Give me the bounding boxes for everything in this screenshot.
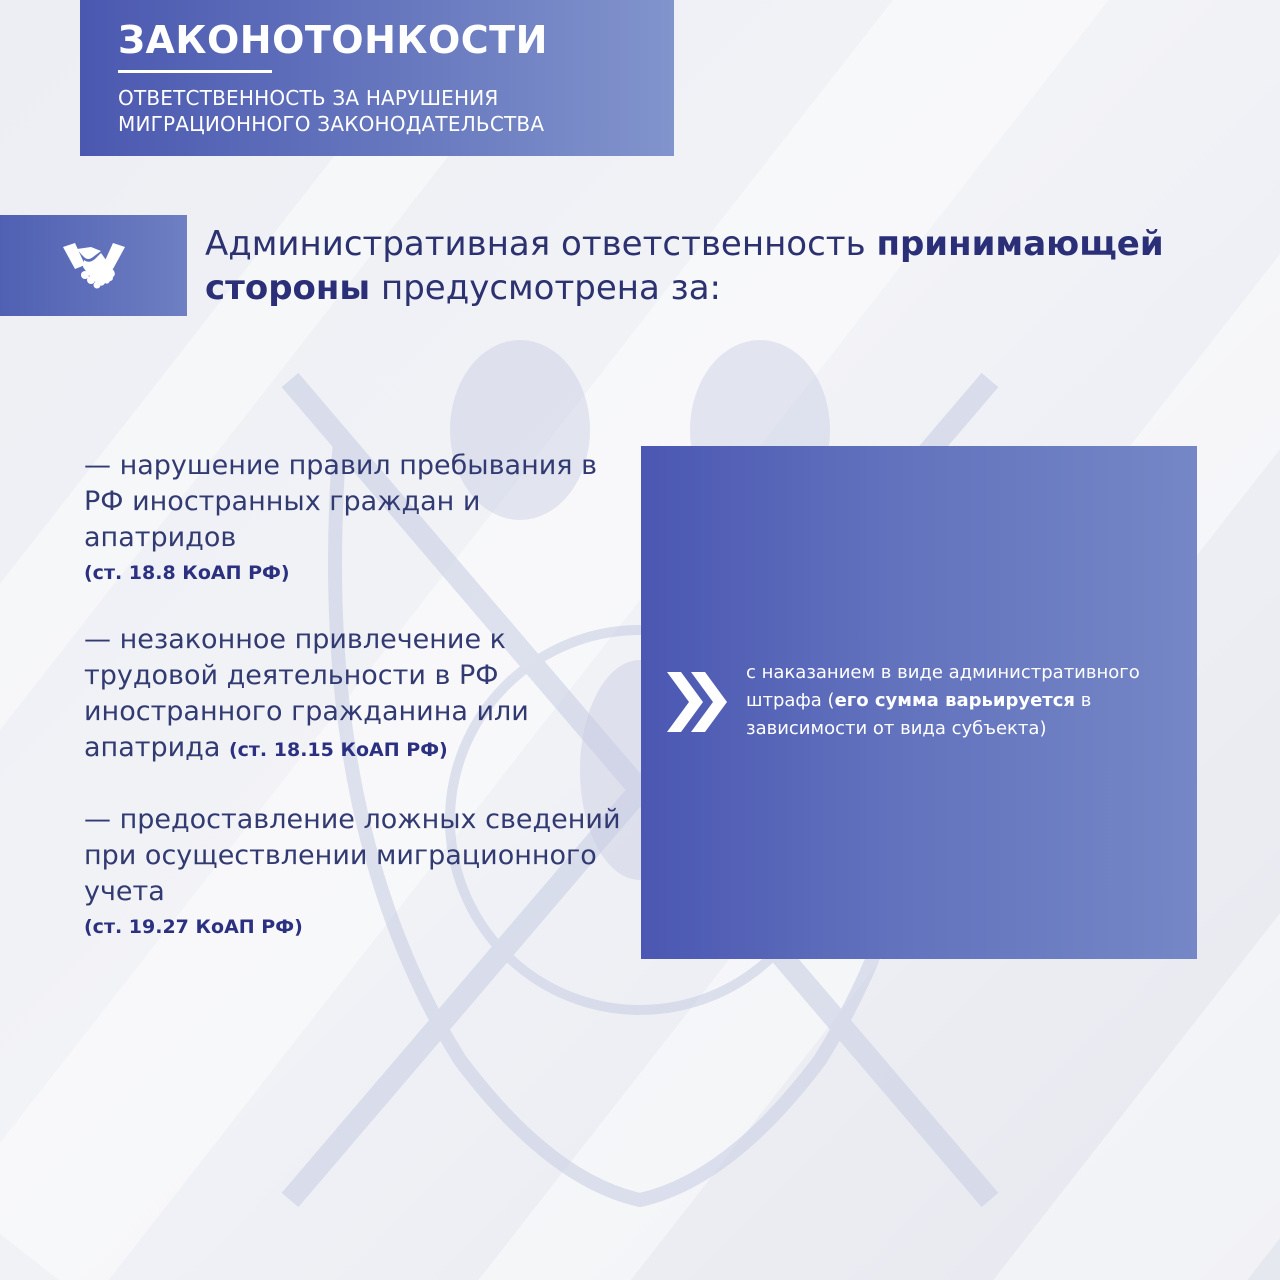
penalty-text-bold: его сумма варьируется <box>834 690 1075 711</box>
list-item <box>84 448 624 588</box>
handshake-icon <box>61 239 127 293</box>
list-item-text-body: — незаконное привлечение к трудовой деятельности в РФ иностранного гражданина или апатрида <box>84 624 529 763</box>
header-banner <box>80 0 674 156</box>
list-item <box>84 622 624 768</box>
intro-text-2: предусмотрена за: <box>370 268 722 308</box>
list-item-reference: (ст. 18.8 КоАП РФ) <box>84 562 290 584</box>
intro-text-1: Административная ответственность <box>205 224 877 264</box>
list-item-reference: (ст. 18.15 КоАП РФ) <box>228 739 448 761</box>
intro-icon-box <box>0 215 187 316</box>
list-item <box>84 802 624 942</box>
header-title: ЗАКОНОТОНКОСТИ <box>118 18 548 62</box>
penalty-text-1: с наказанием в виде административного штрафа ( <box>746 662 1140 711</box>
header-divider <box>118 70 272 73</box>
double-chevron-right-icon <box>665 670 729 734</box>
list-item-text: — предоставление ложных сведений при осуществлении миграционного учета <box>84 804 621 907</box>
intro-heading <box>205 222 1245 310</box>
intro-text-bold: принимающей стороны <box>205 224 1164 308</box>
penalty-text-2: в зависимости от вида субъекта) <box>746 690 1092 739</box>
violations-list <box>84 448 624 976</box>
list-item-text <box>84 622 624 768</box>
header-subtitle: ОТВЕТСТВЕННОСТЬ ЗА НАРУШЕНИЯ МИГРАЦИОННОГО ЗАКОНОДАТЕЛЬСТВА <box>118 86 545 136</box>
penalty-text <box>746 659 1186 743</box>
penalty-panel <box>641 446 1197 959</box>
list-item-text: — нарушение правил пребывания в РФ иностранных граждан и апатридов <box>84 450 598 553</box>
list-item-reference: (ст. 19.27 КоАП РФ) <box>84 916 303 938</box>
